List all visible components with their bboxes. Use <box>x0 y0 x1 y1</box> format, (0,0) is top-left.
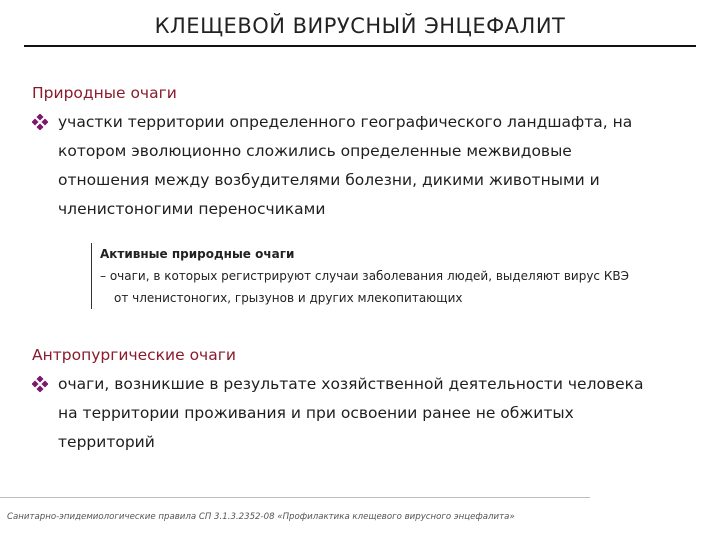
bullet-line-2: на территории проживания и при освоении ранее не обжитых <box>58 404 574 422</box>
note-line-1: – очаги, в которых регистрируют случаи заболевания людей, выделяют вирус КВЭ <box>100 269 629 283</box>
bullet-line-4: членистоногими переносчиками <box>58 200 326 218</box>
bullet-anthropurgic-foci <box>32 370 692 457</box>
diamond-bullet-icon <box>32 114 48 130</box>
section-heading-anthropurgic-foci: Антропургические очаги <box>32 346 236 364</box>
footer-source: Санитарно-эпидемиологические правила СП 3.1.3.2352-08 «Профилактика клещевого вирусного энцефалита» <box>7 512 515 522</box>
note-heading: Активные природные очаги <box>100 247 295 261</box>
bullet-natural-foci <box>32 108 692 224</box>
title-divider <box>24 45 696 47</box>
note-line-2: от членистоногих, грызунов и других млекопитающих <box>114 291 463 305</box>
diamond-bullet-icon <box>32 376 48 392</box>
bullet-line-1: очаги, возникшие в результате хозяйственной деятельности человека <box>58 375 644 393</box>
section-heading-natural-foci: Природные очаги <box>32 84 177 102</box>
bullet-line-3: отношения между возбудителями болезни, дикими животными и <box>58 171 600 189</box>
bullet-line-1: участки территории определенного географического ландшафта, на <box>58 113 633 131</box>
footer-divider <box>0 497 590 498</box>
bullet-line-3: территорий <box>58 433 155 451</box>
bullet-line-2: котором эволюционно сложились определенные межвидовые <box>58 142 572 160</box>
active-foci-note <box>91 243 700 309</box>
page-title: КЛЕЩЕВОЙ ВИРУСНЫЙ ЭНЦЕФАЛИТ <box>154 14 566 38</box>
